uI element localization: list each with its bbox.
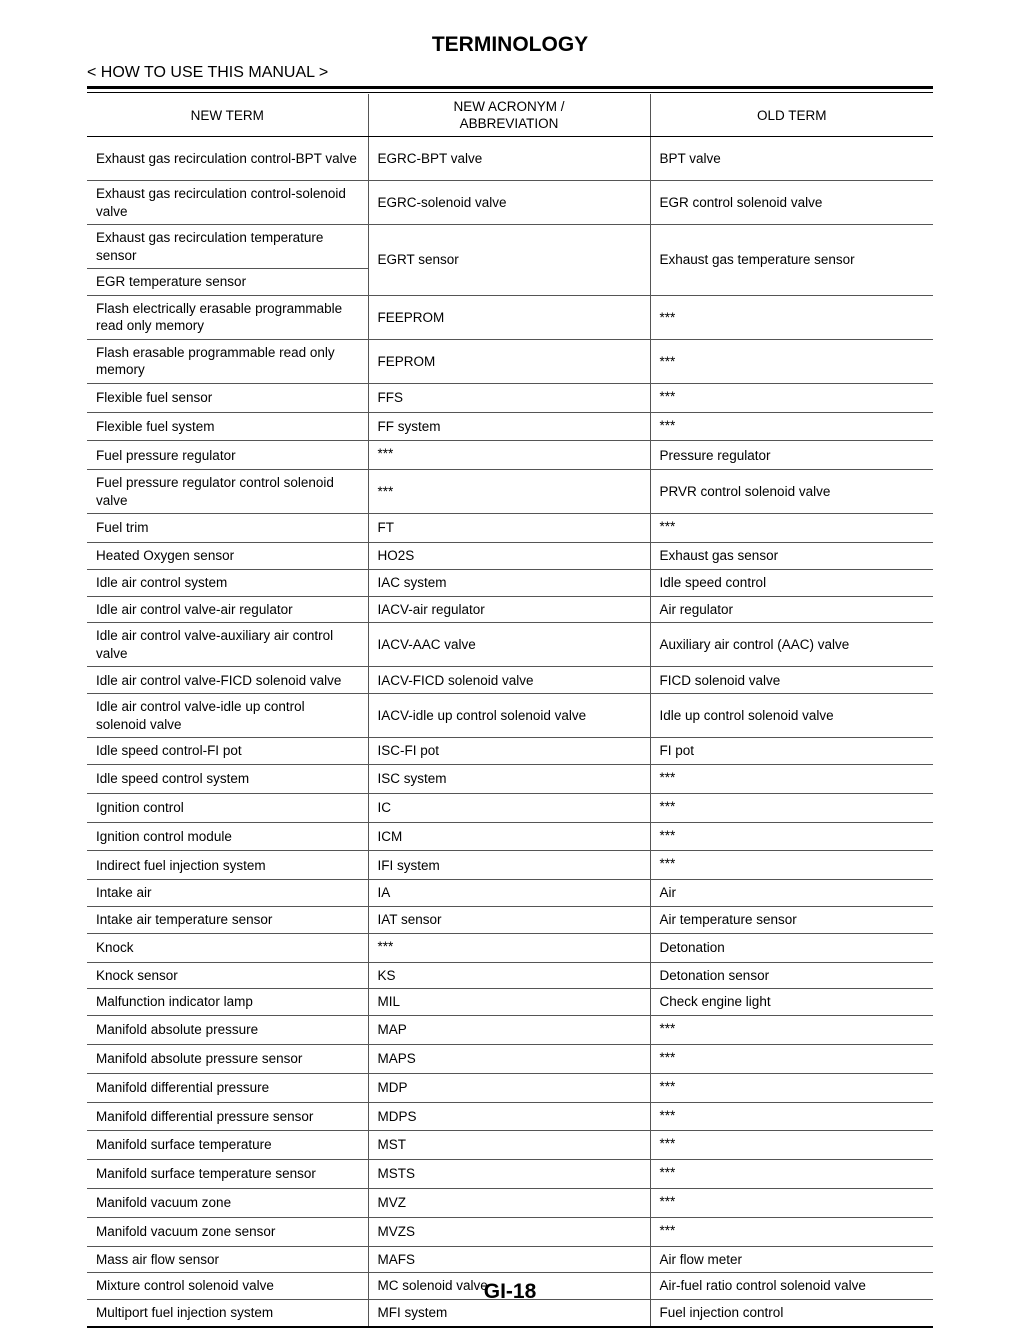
table-row <box>87 989 933 1016</box>
table-row <box>87 1102 933 1131</box>
cell-old-term: *** <box>650 295 933 339</box>
cell-new-term: Ignition control <box>87 793 368 822</box>
cell-new-term: Knock <box>87 933 368 962</box>
cell-new-term: Idle air control valve-auxiliary air control valve <box>87 623 368 667</box>
cell-old-term: Idle speed control <box>650 569 933 596</box>
table-row <box>87 514 933 543</box>
cell-new-acronym: MDPS <box>368 1102 650 1131</box>
cell-new-term: Manifold absolute pressure sensor <box>87 1044 368 1073</box>
table-row <box>87 1188 933 1217</box>
table-row <box>87 694 933 738</box>
cell-new-term: Idle air control valve-idle up control solenoid valve <box>87 694 368 738</box>
cell-new-term: Manifold differential pressure <box>87 1073 368 1102</box>
cell-new-acronym: FT <box>368 514 650 543</box>
cell-new-term: Exhaust gas recirculation temperature sensor <box>87 225 368 269</box>
cell-old-term: Air regulator <box>650 596 933 623</box>
cell-old-term: *** <box>650 822 933 851</box>
table-row <box>87 542 933 569</box>
cell-new-acronym: IAC system <box>368 569 650 596</box>
cell-new-term: Fuel trim <box>87 514 368 543</box>
cell-new-term: Flash erasable programmable read only memory <box>87 339 368 383</box>
table-row <box>87 822 933 851</box>
cell-new-term: EGR temperature sensor <box>87 269 368 296</box>
cell-new-acronym: MAP <box>368 1016 650 1045</box>
cell-old-term: *** <box>650 383 933 412</box>
table-row <box>87 880 933 907</box>
cell-old-term: *** <box>650 1188 933 1217</box>
cell-old-term: *** <box>650 514 933 543</box>
cell-old-term: PRVR control solenoid valve <box>650 470 933 514</box>
cell-new-acronym: EGRC-BPT valve <box>368 137 650 181</box>
table-row <box>87 933 933 962</box>
cell-new-term: Intake air <box>87 880 368 907</box>
cell-new-acronym: IACV-AAC valve <box>368 623 650 667</box>
cell-new-acronym: *** <box>368 933 650 962</box>
table-row <box>87 441 933 470</box>
table-row <box>87 851 933 880</box>
cell-new-term: Flexible fuel system <box>87 412 368 441</box>
cell-new-term: Manifold absolute pressure <box>87 1016 368 1045</box>
page-number: GI-18 <box>483 1280 537 1303</box>
cell-old-term: Exhaust gas temperature sensor <box>650 225 933 296</box>
cell-old-term: *** <box>650 764 933 793</box>
table-row <box>87 295 933 339</box>
table-row <box>87 1246 933 1273</box>
cell-old-term: *** <box>650 1016 933 1045</box>
page-title: TERMINOLOGY <box>431 33 589 56</box>
cell-old-term: FI pot <box>650 738 933 765</box>
cell-old-term: *** <box>650 1131 933 1160</box>
table-row <box>87 738 933 765</box>
table-row <box>87 1073 933 1102</box>
cell-new-term: Indirect fuel injection system <box>87 851 368 880</box>
cell-new-term: Fuel pressure regulator <box>87 441 368 470</box>
cell-new-acronym: MVZ <box>368 1188 650 1217</box>
cell-new-acronym: KS <box>368 962 650 989</box>
table-row <box>87 667 933 694</box>
column-header-line: ABBREVIATION <box>459 116 559 131</box>
table-row <box>87 569 933 596</box>
cell-old-term: Detonation <box>650 933 933 962</box>
cell-old-term: *** <box>650 793 933 822</box>
cell-old-term: *** <box>650 339 933 383</box>
table-row <box>87 1131 933 1160</box>
table-row <box>87 1217 933 1246</box>
cell-new-term: Multiport fuel injection system <box>87 1300 368 1327</box>
cell-new-term: Idle speed control-FI pot <box>87 738 368 765</box>
cell-new-term: Idle air control system <box>87 569 368 596</box>
cell-old-term: Detonation sensor <box>650 962 933 989</box>
cell-new-term: Heated Oxygen sensor <box>87 542 368 569</box>
cell-old-term: Air flow meter <box>650 1246 933 1273</box>
cell-new-acronym: MDP <box>368 1073 650 1102</box>
cell-new-term: Ignition control module <box>87 822 368 851</box>
cell-new-acronym: MAFS <box>368 1246 650 1273</box>
cell-new-term: Manifold differential pressure sensor <box>87 1102 368 1131</box>
cell-new-term: Exhaust gas recirculation control-solenoid valve <box>87 181 368 225</box>
cell-new-term: Mass air flow sensor <box>87 1246 368 1273</box>
cell-new-acronym: MFI system <box>368 1300 650 1327</box>
cell-new-acronym: FF system <box>368 412 650 441</box>
cell-new-acronym: FEEPROM <box>368 295 650 339</box>
cell-new-acronym: EGRT sensor <box>368 225 650 296</box>
cell-new-acronym: FFS <box>368 383 650 412</box>
cell-old-term: *** <box>650 1073 933 1102</box>
cell-old-term: *** <box>650 851 933 880</box>
table-row <box>87 1016 933 1045</box>
column-header-line: NEW ACRONYM / <box>453 99 565 114</box>
cell-old-term: *** <box>650 1160 933 1189</box>
cell-new-acronym: MST <box>368 1131 650 1160</box>
cell-new-term: Knock sensor <box>87 962 368 989</box>
header-rule-thick <box>87 86 933 89</box>
cell-old-term: *** <box>650 1217 933 1246</box>
cell-new-term: Flash electrically erasable programmable read only memory <box>87 295 368 339</box>
cell-new-term: Manifold surface temperature sensor <box>87 1160 368 1189</box>
cell-new-term: Manifold vacuum zone <box>87 1188 368 1217</box>
table-row <box>87 764 933 793</box>
cell-new-term: Flexible fuel sensor <box>87 383 368 412</box>
cell-old-term: *** <box>650 1102 933 1131</box>
cell-new-acronym: EGRC-solenoid valve <box>368 181 650 225</box>
cell-new-term: Fuel pressure regulator control solenoid valve <box>87 470 368 514</box>
cell-new-term: Manifold vacuum zone sensor <box>87 1217 368 1246</box>
cell-new-term: Idle air control valve-air regulator <box>87 596 368 623</box>
cell-new-acronym: *** <box>368 441 650 470</box>
cell-new-acronym: MC solenoid valve <box>368 1273 650 1300</box>
cell-new-term: Idle air control valve-FICD solenoid valve <box>87 667 368 694</box>
cell-old-term: Auxiliary air control (AAC) valve <box>650 623 933 667</box>
table-row <box>87 1160 933 1189</box>
cell-old-term: Pressure regulator <box>650 441 933 470</box>
table-body <box>87 137 933 1327</box>
cell-new-acronym: IFI system <box>368 851 650 880</box>
table-row <box>87 339 933 383</box>
table-row <box>87 225 933 269</box>
cell-new-term: Idle speed control system <box>87 764 368 793</box>
cell-new-term: Manifold surface temperature <box>87 1131 368 1160</box>
table-row <box>87 181 933 225</box>
table-row <box>87 470 933 514</box>
terminology-table <box>87 94 933 1328</box>
cell-old-term: *** <box>650 1044 933 1073</box>
cell-old-term: Fuel injection control <box>650 1300 933 1327</box>
cell-new-acronym: MVZS <box>368 1217 650 1246</box>
cell-old-term: Exhaust gas sensor <box>650 542 933 569</box>
cell-old-term: Check engine light <box>650 989 933 1016</box>
cell-new-acronym: IA <box>368 880 650 907</box>
cell-new-acronym: IACV-idle up control solenoid valve <box>368 694 650 738</box>
cell-new-term: Malfunction indicator lamp <box>87 989 368 1016</box>
cell-old-term: *** <box>650 412 933 441</box>
cell-old-term: Air-fuel ratio control solenoid valve <box>650 1273 933 1300</box>
cell-new-acronym: ICM <box>368 822 650 851</box>
table-header-row <box>87 94 933 137</box>
column-header-old-term: OLD TERM <box>650 94 933 137</box>
cell-new-acronym: IC <box>368 793 650 822</box>
column-header-new-term: NEW TERM <box>87 94 368 137</box>
table-row <box>87 596 933 623</box>
table-row <box>87 412 933 441</box>
cell-new-acronym: FEPROM <box>368 339 650 383</box>
table-row <box>87 906 933 933</box>
cell-new-acronym: ISC-FI pot <box>368 738 650 765</box>
section-heading: < HOW TO USE THIS MANUAL > <box>87 64 329 81</box>
table-row <box>87 793 933 822</box>
cell-old-term: BPT valve <box>650 137 933 181</box>
cell-new-acronym: IACV-air regulator <box>368 596 650 623</box>
cell-old-term: FICD solenoid valve <box>650 667 933 694</box>
cell-new-term: Exhaust gas recirculation control-BPT valve <box>87 137 368 181</box>
table-row <box>87 137 933 181</box>
cell-old-term: Air temperature sensor <box>650 906 933 933</box>
cell-new-acronym: HO2S <box>368 542 650 569</box>
table-row <box>87 962 933 989</box>
cell-new-acronym: MIL <box>368 989 650 1016</box>
cell-new-term: Mixture control solenoid valve <box>87 1273 368 1300</box>
cell-old-term: EGR control solenoid valve <box>650 181 933 225</box>
cell-new-acronym: ISC system <box>368 764 650 793</box>
table-row <box>87 623 933 667</box>
cell-new-acronym: MAPS <box>368 1044 650 1073</box>
table-row <box>87 1044 933 1073</box>
cell-old-term: Idle up control solenoid valve <box>650 694 933 738</box>
column-header-new-acronym <box>368 94 650 137</box>
cell-old-term: Air <box>650 880 933 907</box>
cell-new-acronym: IACV-FICD solenoid valve <box>368 667 650 694</box>
cell-new-acronym: IAT sensor <box>368 906 650 933</box>
cell-new-acronym: *** <box>368 470 650 514</box>
table-row <box>87 383 933 412</box>
cell-new-term: Intake air temperature sensor <box>87 906 368 933</box>
header-rule-thin <box>87 92 933 93</box>
cell-new-acronym: MSTS <box>368 1160 650 1189</box>
